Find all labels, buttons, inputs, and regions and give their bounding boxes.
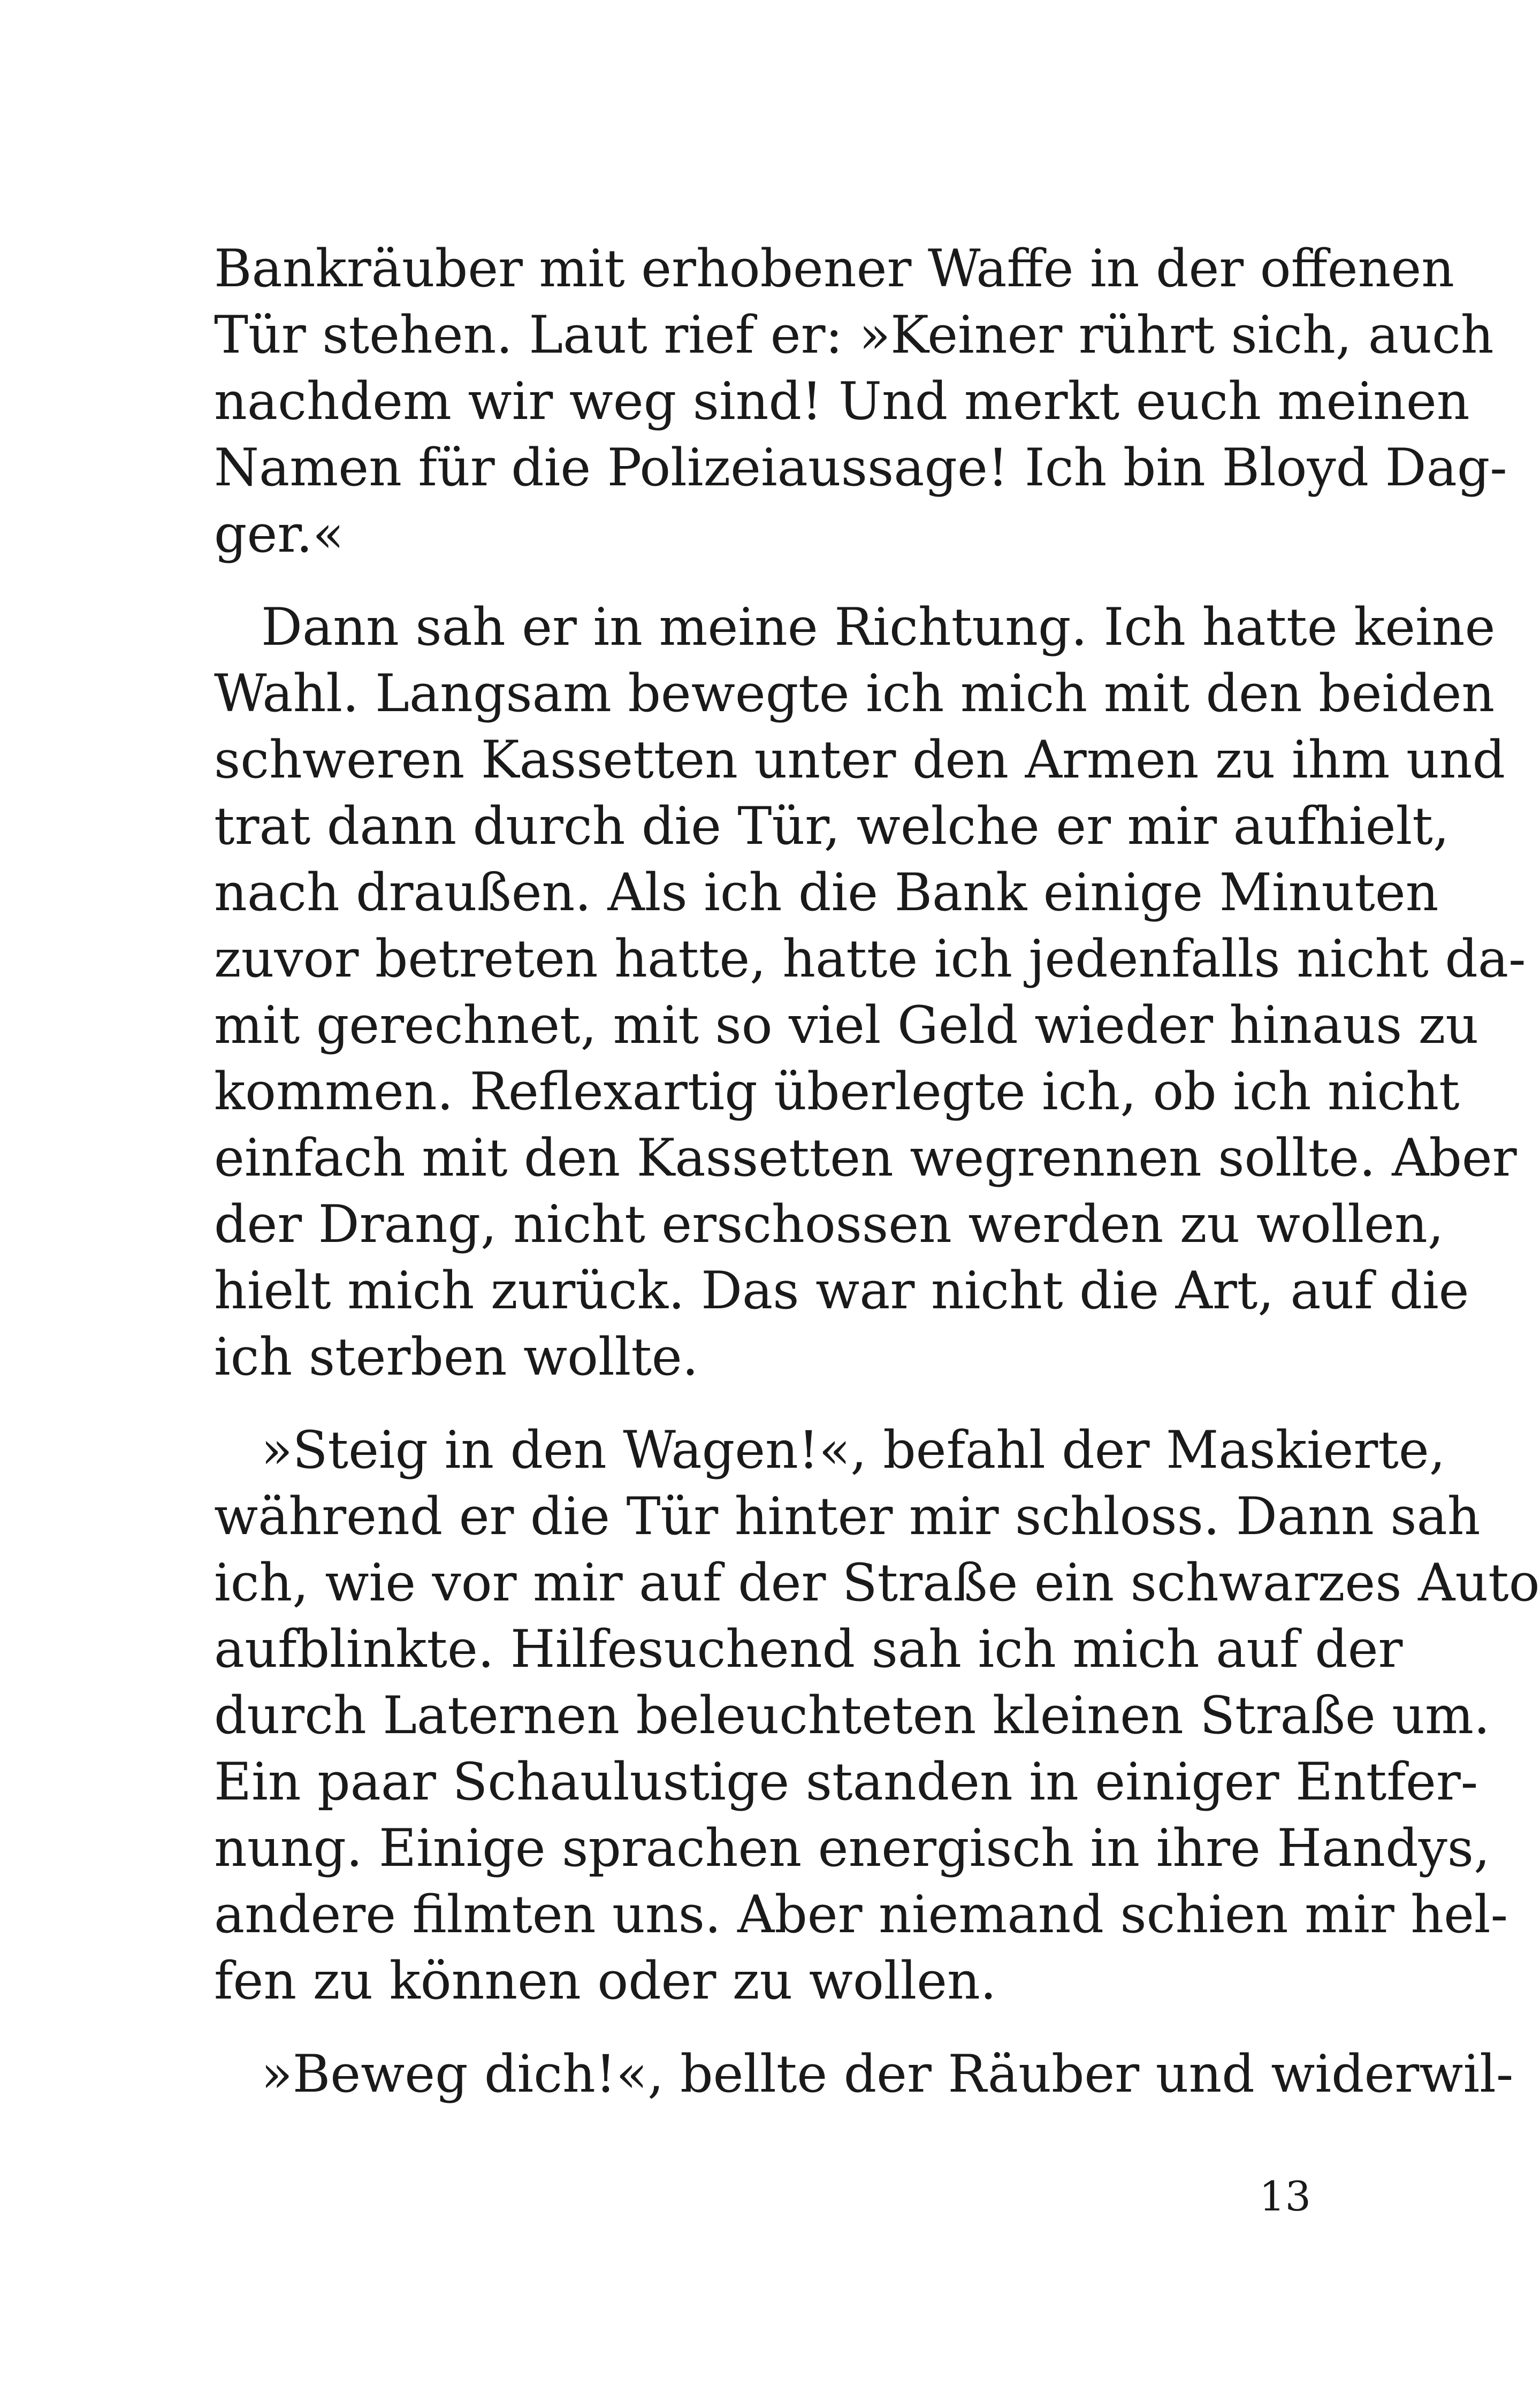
text-line: Namen für die Polizeiaussage! Ich bin Bloyd Dag- [214, 438, 1507, 498]
paragraph-1 [214, 235, 1507, 567]
text-line: fen zu können oder zu wollen. [214, 1951, 997, 2011]
paragraph-4 [214, 2041, 1514, 2107]
text-line: schweren Kassetten unter den Armen zu ihm und [214, 730, 1506, 790]
text-line: Bankräuber mit erhobener Waffe in der offenen [214, 239, 1454, 299]
paragraph-2 [214, 594, 1526, 1390]
paragraph-3 [214, 1417, 1540, 2014]
text-line: hielt mich zurück. Das war nicht die Art, auf die [214, 1261, 1469, 1321]
text-line: ich sterben wollte. [214, 1327, 699, 1387]
text-line: einfach mit den Kassetten wegrennen sollte. Aber [214, 1128, 1517, 1188]
text-line: »Beweg dich!«, bellte der Räuber und widerwil- [261, 2044, 1514, 2104]
text-line: »Steig in den Wagen!«, befahl der Maskierte, [261, 1420, 1446, 1480]
text-line: durch Laternen beleuchteten kleinen Straße um. [214, 1686, 1490, 1745]
text-line: aufblinkte. Hilfesuchend sah ich mich auf der [214, 1619, 1403, 1679]
text-line: nung. Einige sprachen energisch in ihre Handys, [214, 1818, 1490, 1878]
text-line: Dann sah er in meine Richtung. Ich hatte keine [261, 597, 1496, 657]
text-line: nach draußen. Als ich die Bank einige Minuten [214, 863, 1439, 922]
text-line: der Drang, nicht erschossen werden zu wollen, [214, 1194, 1444, 1254]
text-line: trat dann durch die Tür, welche er mir aufhielt, [214, 796, 1450, 856]
body-text [214, 235, 1540, 2134]
page-number: 13 [1259, 2172, 1311, 2220]
text-line: nachdem wir weg sind! Und merkt euch meinen [214, 371, 1470, 431]
text-line: ger.« [214, 504, 344, 564]
text-line: Ein paar Schaulustige standen in einiger Entfer- [214, 1752, 1478, 1812]
text-line: andere filmten uns. Aber niemand schien mir hel- [214, 1885, 1508, 1945]
text-line: mit gerechnet, mit so viel Geld wieder hinaus zu [214, 995, 1479, 1055]
text-line: Tür stehen. Laut rief er: »Keiner rührt sich, auch [214, 305, 1494, 365]
text-line: Wahl. Langsam bewegte ich mich mit den beiden [214, 664, 1495, 723]
text-line: ich, wie vor mir auf der Straße ein schwarzes Auto [214, 1553, 1540, 1613]
text-line: während er die Tür hinter mir schloss. Dann sah [214, 1486, 1481, 1546]
text-line: zuvor betreten hatte, hatte ich jedenfalls nicht da- [214, 929, 1526, 989]
text-line: kommen. Reflexartig überlegte ich, ob ich nicht [214, 1062, 1460, 1122]
